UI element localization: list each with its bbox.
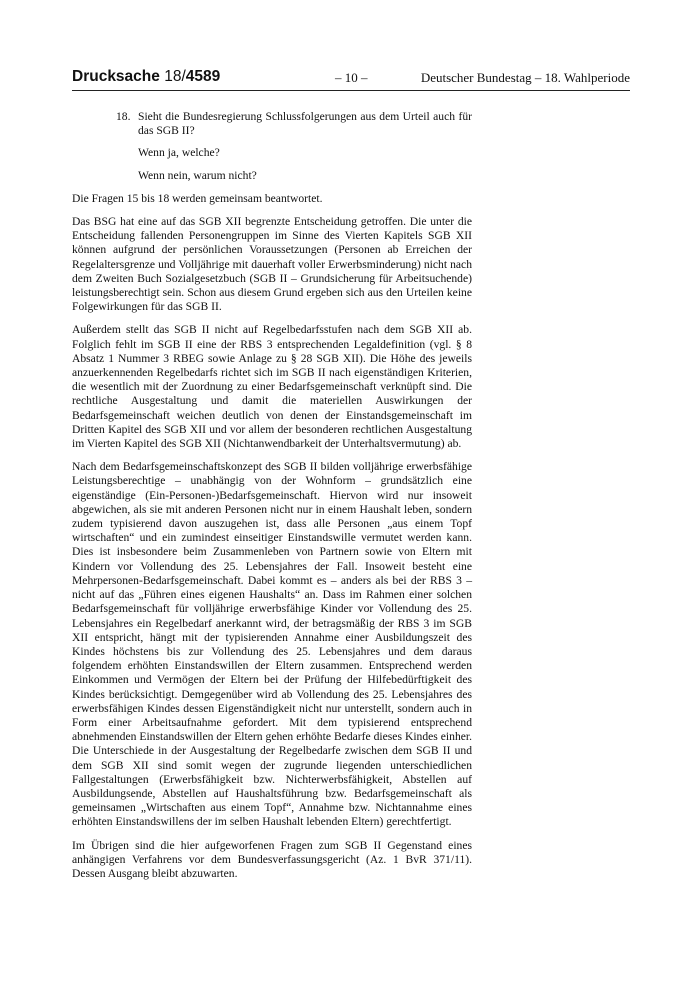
answer-paragraph: Nach dem Bedarfsgemeinschaftskonzept des SGB II bilden volljährige erwerbsfähige Leistungsberechtige – unabhängig von der Wohnform – grundsätzlich eine eigenständige (Ein-Personen-)Bedarfsgemeinschaft. Hiervon wird nur insoweit abgewichen, als sie mit anderen Personen nicht nur in einem Haushalt leben, sondern zudem typisierend davon auszugehen ist, dass alle Personen „aus einem Topf wirtschaften“ und ein zumindest einseitiger Einstandswille vermutet werden kann. Dies ist insbesondere beim Zusammenleben von Partnern sowie von Eltern mit Kindern vor Vollendung des 25. Lebensjahres der Fall. Insoweit besteht eine Mehrpersonen-Bedarfsgemeinschaft. Dabei kommt es – anders als bei der RBS 3 – nicht auf das „Führen eines eigenen Haushalts“ an. Dass im Rahmen einer solchen Bedarfsgemeinschaft für volljährige erwerbsfähige Kinder vor Vollendung des 25. Lebensjahres ein Regelbedarf anerkannt wird, der betragsmäßig der RBS 3 im SGB XII entspricht, hängt mit der typisierenden Annahme einer Ausbildungszeit des Kindes höchstens bis zur Vollendung des 25. Lebensjahres und dem daraus folgendem erhöhten Einstandswillen der Eltern zusammen. Entsprechend werden Einkommen und Vermögen der Eltern bei der Prüfung der Hilfebedürftigkeit des Kindes berücksichtigt. Demgegenüber wird ab Vollendung des 25. Lebensjahres des erwerbsfähigen Kindes dessen Eigenständigkeit nicht nur unterstellt, sondern auch in Form einer Arbeitsaufnahme gefordert. Mit dem typisierend entsprechend abnehmenden Einstandswillen der Eltern gehen erhöhte Bedarfe dieses Kindes einher. Die Unterschiede in der Ausgestaltung der Regelbedarfe zwischen dem SGB II und dem SGB XII sind somit wegen der zugrunde liegenden unterschiedlichen Fallgestaltungen (Erwerbsfähigkeit bzw. Nichterwerbsfähigkeit, Abstellen auf Ausbildungsende, Abstellen auf Haushaltsführung bzw. Bedarfsgemeinschaft als gemeinsamen „Wirtschaften aus einem Topf“, Annahme bzw. Nichtannahme eines erhöhten Einstandswillens der im selben Haushalt lebenden Eltern) gerechtfertigt.: [72, 460, 472, 829]
document-label-prefix: Drucksache: [72, 68, 160, 85]
question-text: Sieht die Bundesregierung Schlussfolgerungen aus dem Urteil auch für das SGB II?: [138, 110, 472, 138]
page-header: [72, 68, 630, 90]
question-sub-no: Wenn nein, warum nicht?: [138, 168, 257, 182]
answer-paragraph: Im Übrigen sind die hier aufgeworfenen Fragen zum SGB II Gegenstand eines anhängigen Verfahrens vor dem Bundesverfassungsgericht (Az. 1 BvR 371/11). Dessen Ausgang bleibt abzuwarten.: [72, 838, 472, 880]
question-block: [72, 110, 472, 183]
question-number: 18.: [116, 110, 131, 123]
page-number: – 10 –: [335, 70, 368, 85]
answer-intro: Die Fragen 15 bis 18 werden gemeinsam beantwortet.: [72, 191, 323, 205]
document-number-volume: 18/: [164, 68, 186, 85]
answer-paragraph: Außerdem stellt das SGB II nicht auf Regelbedarfsstufen nach dem SGB XII ab. Folglich fehlt im SGB II eine der RBS 3 entsprechenden Legaldefinition (vgl. § 8 Absatz 1 Nummer 3 RBEG sowie Anlage zu § 28 SGB XII). Die Höhe des jeweils anzuerkennenden Regelbedarfs richtet sich im SGB II nach eigenständigen Kriterien, die wesentlich mit der Zuordnung zu einer Bedarfsgemeinschaft verknüpft sind. Die rechtliche Ausgestaltung und damit die materiellen Auswirkungen der Bedarfsgemeinschaft weichen deutlich von denen der Einstandsgemeinschaft im Dritten Kapitel des SGB XII und vor allem der besonderen rechtlichen Ausgestaltung im Vierten Kapitel des SGB XII (Nichtanwendbarkeit der Unterhaltsvermutung) ab.: [72, 323, 472, 451]
document-label: [72, 68, 220, 86]
publisher-label: Deutscher Bundestag – 18. Wahlperiode: [420, 70, 630, 85]
question-sub-yes: Wenn ja, welche?: [138, 146, 220, 160]
document-body: [72, 110, 472, 890]
document-number: 4589: [185, 68, 221, 85]
header-rule: [72, 90, 630, 91]
answer-paragraph: Das BSG hat eine auf das SGB XII begrenzte Entscheidung getroffen. Die unter die Entscheidung fallenden Personengruppen im Sinne des Vierten Kapitels SGB XII können aufgrund der persönlichen Voraussetzungen (Personen ab Erreichen der Regelaltersgrenze und Volljährige mit dauerhaft voller Erwerbsminderung) nicht nach dem Zweiten Buch Sozialgesetzbuch (SGB II – Grundsicherung für Arbeitsuchende) leistungsberechtigt sein. Schon aus diesem Grund ergeben sich aus den Urteilen keine Folgewirkungen für das SGB II.: [72, 215, 472, 314]
